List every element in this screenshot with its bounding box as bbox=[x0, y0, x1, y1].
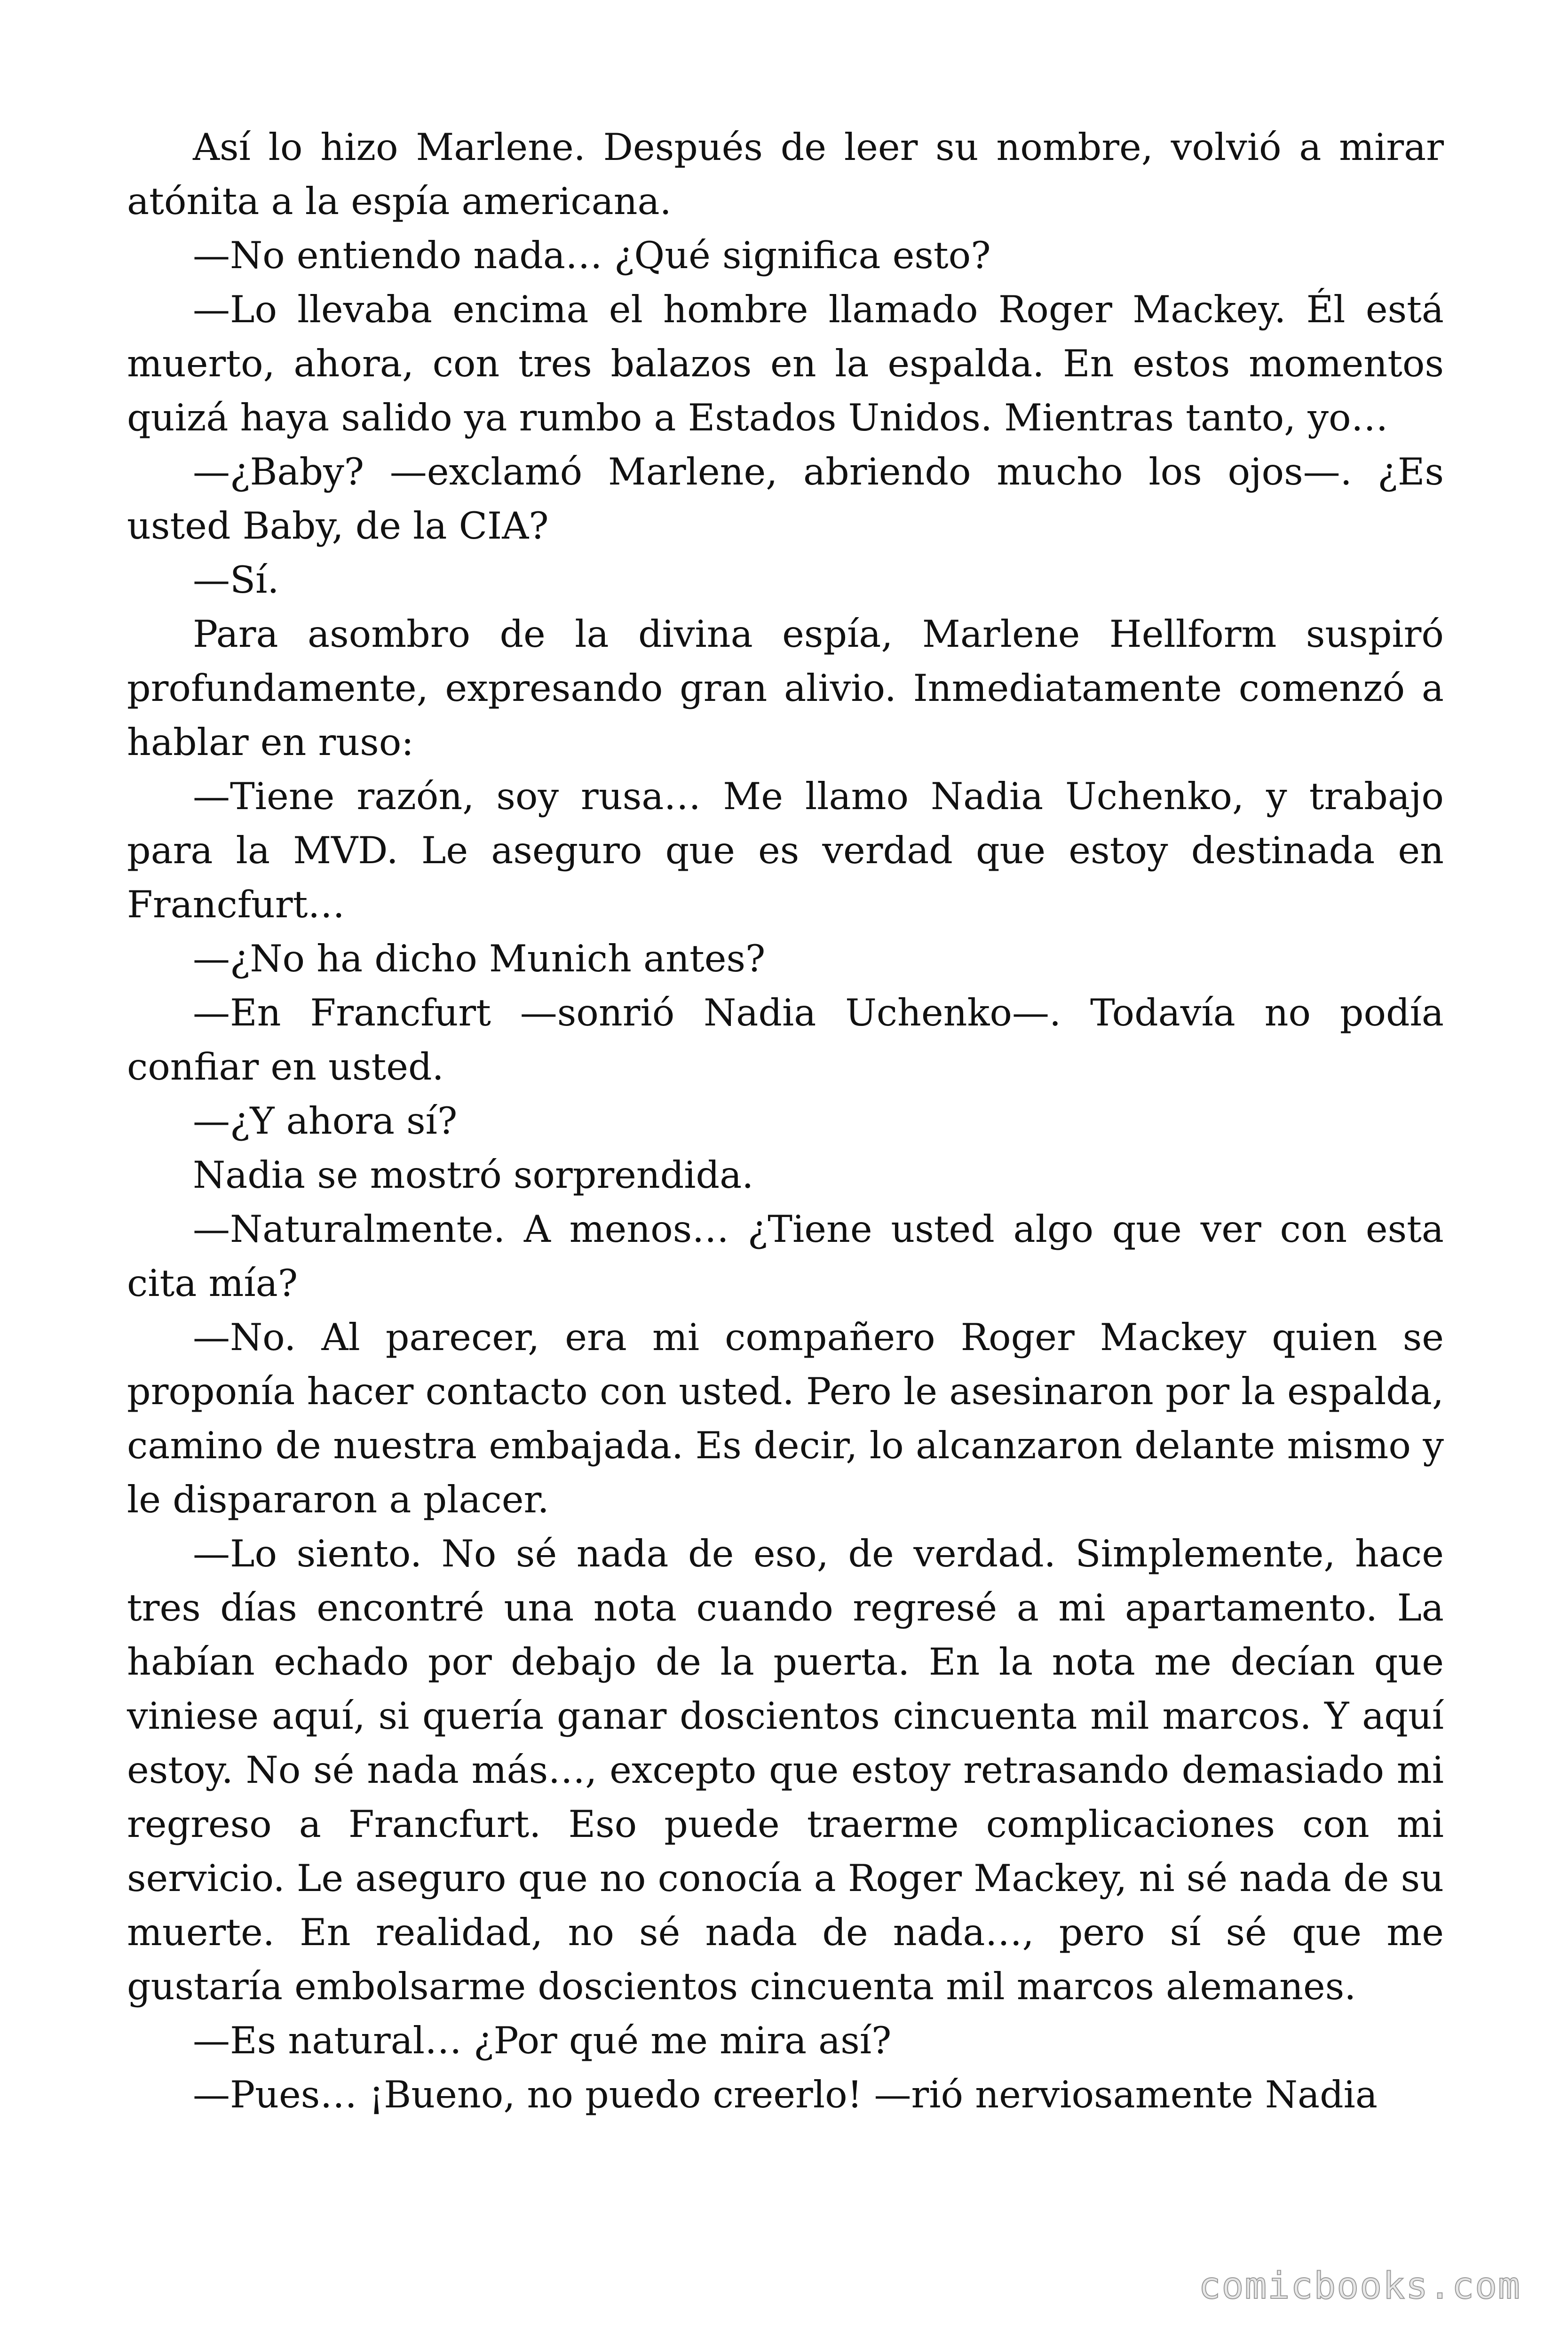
paragraph: Para asombro de la divina espía, Marlene Hellform suspiró profundamente, expresando gran alivio. Inmediatamente comenzó a hablar en ruso: bbox=[127, 612, 1444, 764]
paragraph: —Lo llevaba encima el hombre llamado Roger Mackey. Él está muerto, ahora, con tres balazos en la espalda. En estos momentos quizá haya salido ya rumbo a Estados Unidos. Mientras tanto, yo… bbox=[127, 288, 1444, 439]
paragraph: —Sí. bbox=[193, 558, 279, 602]
page-body-text bbox=[127, 120, 1444, 2122]
paragraph: —No. Al parecer, era mi compañero Roger Mackey quien se proponía hacer contacto con usted. Pero le asesinaron por la espalda, camino de nuestra embajada. Es decir, lo alcanzaron delante mismo y le dispararon a placer. bbox=[127, 1316, 1444, 1521]
paragraph: —Es natural… ¿Por qué me mira así? bbox=[193, 2019, 892, 2062]
paragraph: —¿No ha dicho Munich antes? bbox=[193, 937, 766, 980]
paragraph: —Pues… ¡Bueno, no puedo creerlo! —rió nerviosamente Nadia bbox=[193, 2073, 1378, 2116]
paragraph: —En Francfurt —sonrió Nadia Uchenko—. Todavía no podía confiar en usted. bbox=[127, 991, 1444, 1089]
paragraph: —Naturalmente. A menos… ¿Tiene usted algo que ver con esta cita mía? bbox=[127, 1208, 1444, 1305]
paragraph: —No entiendo nada… ¿Qué significa esto? bbox=[193, 234, 991, 277]
paragraph: —¿Y ahora sí? bbox=[193, 1099, 458, 1143]
paragraph: Así lo hizo Marlene. Después de leer su nombre, volvió a mirar atónita a la espía americana. bbox=[127, 126, 1444, 223]
paragraph: —Tiene razón, soy rusa… Me llamo Nadia Uchenko, y trabajo para la MVD. Le aseguro que es verdad que estoy destinada en Francfurt… bbox=[127, 775, 1444, 926]
paragraph: Nadia se mostró sorprendida. bbox=[193, 1153, 754, 1197]
watermark: comicbooks.com bbox=[1198, 2265, 1521, 2307]
paragraph: —¿Baby? —exclamó Marlene, abriendo mucho los ojos—. ¿Es usted Baby, de la CIA? bbox=[127, 450, 1444, 548]
paragraph: —Lo siento. No sé nada de eso, de verdad. Simplemente, hace tres días encontré una nota cuando regresé a mi apartamento. La habían echado por debajo de la puerta. En la nota me decían que viniese aquí, si quería ganar doscientos cincuenta mil marcos. Y aquí estoy. No sé nada más…, excepto que estoy retrasando demasiado mi regreso a Francfurt. Eso puede traerme complicaciones con mi servicio. Le aseguro que no conocía a Roger Mackey, ni sé nada de su muerte. En realidad, no sé nada de nada…, pero sí sé que me gustaría embolsarme doscientos cincuenta mil marcos alemanes. bbox=[127, 1532, 1444, 2008]
